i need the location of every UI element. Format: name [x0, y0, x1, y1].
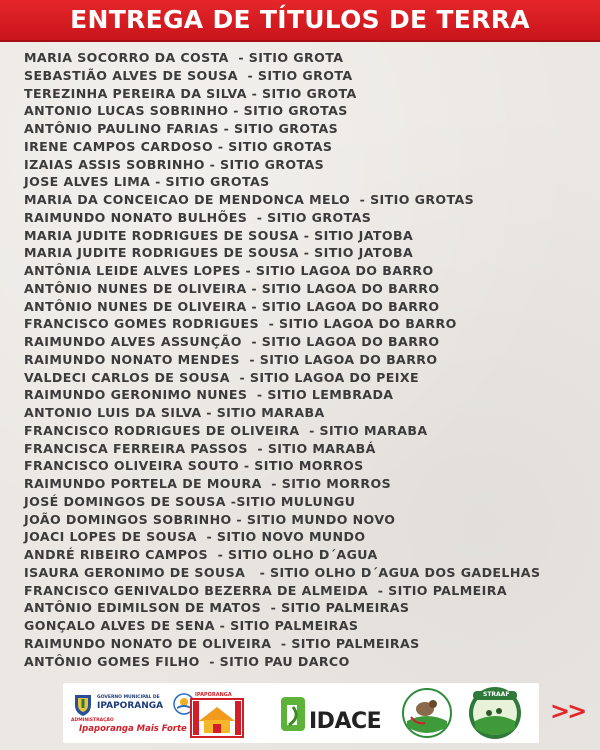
municipality-logo	[69, 691, 187, 735]
footer-logos	[63, 683, 539, 743]
list-item: RAIMUNDO PORTELA DE MOURA - SITIO MORROS	[24, 476, 392, 491]
list-item: FRANCISCO RODRIGUES DE OLIVEIRA - SITIO MARABA	[24, 422, 428, 438]
idace-mark-icon	[279, 695, 309, 735]
straaf-wordmark: STRAAF	[483, 691, 510, 698]
list-item: RAIMUNDO ALVES ASSUNÇÃO - SITIO LAGOA DO BARRO	[24, 334, 440, 349]
list-item: SEBASTIÃO ALVES DE SOUSA - SITIO GROTA	[24, 67, 353, 83]
straaf-logo	[467, 685, 523, 741]
list-item: MARIA SOCORRO DA COSTA - SITIO GROTA	[24, 50, 344, 65]
next-page-arrows[interactable]: >>	[550, 697, 585, 725]
list-item: MARIA JUDITE RODRIGUES DE SOUSA - SITIO JATOBA	[24, 245, 414, 261]
list-item: FRANCISCO GENIVALDO BEZERRA DE ALMEIDA - SITIO PALMEIRA	[24, 582, 507, 598]
list-item: JOÃO DOMINGOS SOBRINHO - SITIO MUNDO NOVO	[24, 511, 396, 527]
list-item: ANTÔNIO PAULINO FARIAS - SITIO GROTAS	[24, 121, 339, 136]
list-item: VALDECI CARLOS DE SOUSA - SITIO LAGOA DO PEIXE	[24, 369, 420, 385]
list-item: FRANCISCO GOMES RODRIGUES - SITIO LAGOA DO BARRO	[24, 316, 457, 332]
ipaporanga-banner: IPAPORANGA	[195, 692, 232, 698]
administration-slogan: Ipaporanga Mais Forte	[79, 724, 187, 734]
idace-logo	[279, 695, 389, 739]
list-item: TEREZINHA PEREIRA DA SILVA - SITIO GROTA	[24, 85, 357, 101]
list-item: JOSÉ DOMINGOS DE SOUSA -SITIO MULUNGU	[24, 493, 356, 509]
list-item: ANTONIO LUIS DA SILVA - SITIO MARABA	[24, 405, 325, 420]
list-item: JOACI LOPES DE SOUSA - SITIO NOVO MUNDO	[24, 529, 366, 545]
list-item: MARIA JUDITE RODRIGUES DE SOUSA - SITIO JATOBA	[24, 227, 414, 243]
idace-wordmark: IDACE	[309, 709, 382, 734]
list-item: FRANCISCA FERREIRA PASSOS - SITIO MARABÁ	[24, 440, 376, 456]
list-item: JOSE ALVES LIMA - SITIO GROTAS	[24, 174, 270, 190]
municipality-name: IPAPORANGA	[97, 701, 164, 711]
page-title: ENTREGA DE TÍTULOS DE TERRA	[0, 0, 600, 42]
list-item: MARIA DA CONCEICAO DE MENDONCA MELO - SITIO GROTAS	[24, 192, 475, 207]
list-item: ANTONIO LUCAS SOBRINHO - SITIO GROTAS	[24, 103, 348, 119]
list-item: RAIMUNDO NONATO MENDES - SITIO LAGOA DO BARRO	[24, 351, 438, 367]
list-item: RAIMUNDO NONATO DE OLIVEIRA - SITIO PALMEIRAS	[24, 635, 420, 651]
list-item: RAIMUNDO NONATO BULHÕES - SITIO GROTAS	[24, 209, 372, 225]
municipality-label-top: GOVERNO MUNICIPAL DE	[97, 695, 160, 700]
list-item: ANTÔNIO NUNES DE OLIVEIRA - SITIO LAGOA DO BARRO	[24, 280, 440, 296]
list-item: ISAURA GERONIMO DE SOUSA - SITIO OLHO D´AGUA DOS GADELHAS	[24, 564, 541, 580]
crest-icon	[73, 693, 93, 717]
list-item: FRANCISCO OLIVEIRA SOUTO - SITIO MORROS	[24, 458, 364, 474]
list-item: RAIMUNDO GERONIMO NUNES - SITIO LEMBRADA	[24, 387, 394, 403]
list-item: ANTÔNIO GOMES FILHO - SITIO PAU DARCO	[24, 653, 350, 669]
list-item: ANTÔNIA LEIDE ALVES LOPES - SITIO LAGOA DO BARRO	[24, 263, 434, 278]
goat-seal-icon	[401, 687, 453, 739]
list-item: ANTÔNIO NUNES DE OLIVEIRA - SITIO LAGOA DO BARRO	[24, 298, 440, 314]
list-item: ANDRÉ RIBEIRO CAMPOS - SITIO OLHO D´AGUA	[24, 547, 378, 562]
list-item: IZAIAS ASSIS SOBRINHO - SITIO GROTAS	[24, 156, 325, 172]
list-item: ANTÔNIO EDIMILSON DE MATOS - SITIO PALMEIRAS	[24, 600, 410, 616]
list-item: GONÇALO ALVES DE SENA - SITIO PALMEIRAS	[24, 618, 359, 633]
entries-list	[24, 49, 584, 670]
ipaporanga-logo	[189, 689, 245, 739]
list-item: IRENE CAMPOS CARDOSO - SITIO GROTAS	[24, 138, 333, 154]
administration-label: ADMINISTRAÇÃO	[71, 718, 114, 723]
